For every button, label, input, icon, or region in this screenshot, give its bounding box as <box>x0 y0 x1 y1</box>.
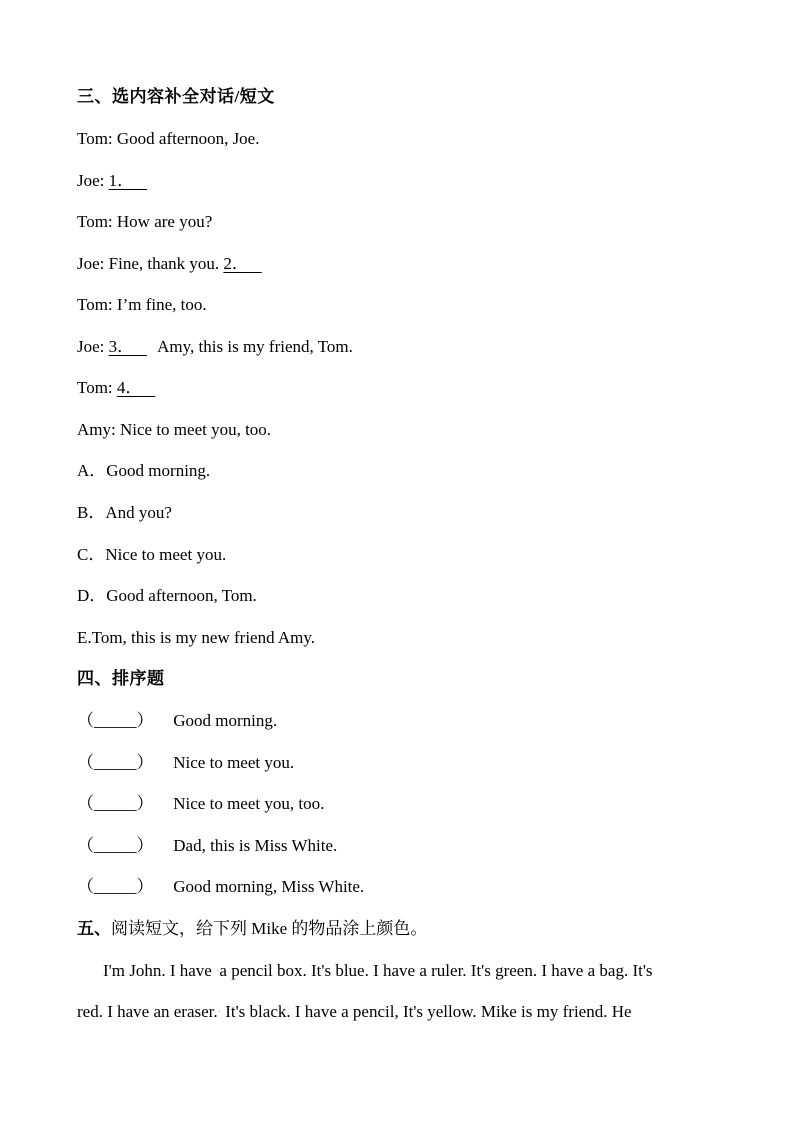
dialogue-text: How are you? <box>116 212 213 231</box>
order-blank[interactable]: （_____） <box>77 794 154 813</box>
order-text: Good morning. <box>173 711 278 730</box>
dialogue-line-8 <box>77 420 271 440</box>
speaker: Amy: <box>77 420 116 439</box>
dialogue-line-7 <box>77 378 155 398</box>
dialogue-text: Nice to meet you, too. <box>119 420 272 439</box>
section-5-title <box>77 919 427 939</box>
answer-blank-4[interactable]: 4． <box>116 378 143 397</box>
order-item-3 <box>77 794 324 814</box>
order-text: Nice to meet you. <box>173 753 295 772</box>
dialogue-line-3 <box>77 212 212 232</box>
dialogue-text: Fine, thank you. <box>108 254 220 273</box>
order-item-5 <box>77 877 364 897</box>
dialogue-text: Amy, this is my friend, Tom. <box>157 337 353 356</box>
order-text: Good morning, Miss White. <box>173 877 365 896</box>
section-3-title: 三、选内容补全对话/短文 <box>77 87 275 106</box>
paragraph-text: red. I have an eraser. <box>77 1002 218 1021</box>
speaker: Tom: <box>77 129 113 148</box>
option-c: C．Nice to meet you. <box>77 545 227 564</box>
speaker: Tom: <box>77 295 113 314</box>
paragraph-text: a pencil box. It's blue. I have a ruler. It's green. I have a bag. It's <box>219 961 653 980</box>
order-blank[interactable]: （_____） <box>77 711 154 730</box>
dialogue-line-1 <box>77 129 259 149</box>
reading-paragraph-line-2 <box>77 1002 632 1023</box>
answer-blank-2[interactable]: 2． <box>223 254 249 273</box>
section-5-instruction: 阅读短文，给下列 Mike 的物品涂上颜色。 <box>111 919 428 938</box>
paragraph-text: It's black. I have a pencil, It's yellow. Mike is my friend. He <box>220 1002 632 1021</box>
mark-dot-icon: · <box>217 1007 221 1019</box>
order-blank[interactable]: （_____） <box>77 836 154 855</box>
speaker: Tom: <box>77 212 113 231</box>
option-e: E.Tom, this is my new friend Amy. <box>77 628 316 647</box>
order-text: Nice to meet you, too. <box>173 794 325 813</box>
dialogue-line-2 <box>77 171 147 191</box>
section-4-title: 四、排序题 <box>77 669 165 688</box>
dialogue-line-4 <box>77 254 262 274</box>
mark-dot-icon: · <box>216 966 220 978</box>
order-item-4 <box>77 836 337 856</box>
dialogue-line-6 <box>77 337 353 357</box>
answer-blank-1[interactable]: 1． <box>108 171 135 190</box>
order-text: Dad, this is Miss White. <box>173 836 338 855</box>
section-5-number: 五、 <box>77 919 111 938</box>
option-b: B．And you? <box>77 503 172 522</box>
option-a: A．Good morning. <box>77 461 211 480</box>
answer-blank-3[interactable]: 3． <box>108 337 135 356</box>
dialogue-line-5 <box>77 295 207 315</box>
order-item-2 <box>77 753 294 773</box>
order-item-1 <box>77 711 277 731</box>
paragraph-text: I'm John. I have <box>103 961 217 980</box>
speaker: Joe: <box>77 171 105 190</box>
option-d: D．Good afternoon, Tom. <box>77 586 257 605</box>
speaker: Joe: <box>77 254 105 273</box>
dialogue-text: Good afternoon, Joe. <box>116 129 260 148</box>
speaker: Joe: <box>77 337 105 356</box>
order-blank[interactable]: （_____） <box>77 753 154 772</box>
order-blank[interactable]: （_____） <box>77 877 154 896</box>
speaker: Tom: <box>77 378 113 397</box>
reading-paragraph-line-1 <box>103 961 653 982</box>
dialogue-text: I’m fine, too. <box>116 295 207 314</box>
